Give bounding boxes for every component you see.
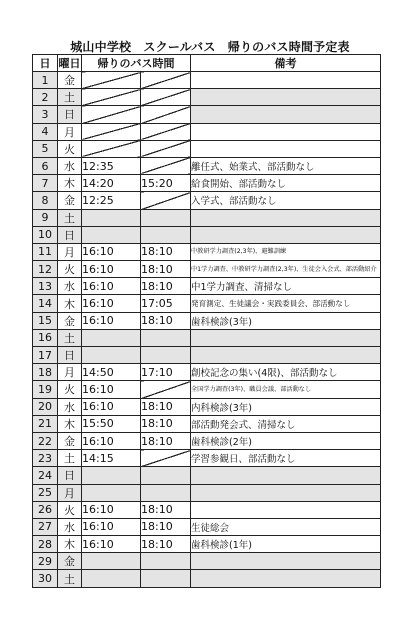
notes-cell: 給食開始、部活動なし [191,175,381,192]
table-row [33,415,381,432]
weekday-cell: 土 [58,89,82,106]
table-row [33,261,381,278]
weekday-cell: 水 [58,398,82,415]
bus-time-2-cell: 18:10 [141,518,191,535]
day-cell: 29 [33,553,58,570]
bus-time-1-cell [82,123,141,140]
bus-time-2-cell [141,209,191,226]
notes-cell [191,467,381,484]
day-cell: 21 [33,415,58,432]
table-row [33,192,381,209]
notes-cell: 学習参観日、部活動なし [191,450,381,467]
table-row [33,329,381,346]
weekday-cell: 金 [58,72,82,89]
day-cell: 28 [33,536,58,553]
notes-cell [191,123,381,140]
weekday-cell: 水 [58,518,82,535]
day-cell: 27 [33,518,58,535]
table-row [33,243,381,260]
bus-time-1-cell [82,570,141,587]
header-bus-time: 帰りのバス時間 [82,55,191,72]
bus-time-2-cell: 18:10 [141,415,191,432]
table-row [33,432,381,449]
notes-cell: 歯科検診(3年) [191,312,381,329]
notes-cell: 離任式、始業式、部活動なし [191,157,381,174]
bus-time-2-cell: 18:10 [141,432,191,449]
weekday-cell: 火 [58,501,82,518]
bus-time-2-cell: 18:10 [141,243,191,260]
weekday-cell: 月 [58,243,82,260]
day-cell: 5 [33,140,58,157]
weekday-cell: 土 [58,329,82,346]
day-cell: 13 [33,278,58,295]
bus-time-2-cell [141,467,191,484]
bus-time-2-cell: 18:10 [141,501,191,518]
table-row [33,467,381,484]
day-cell: 14 [33,295,58,312]
bus-time-2-cell [141,140,191,157]
table-row [33,398,381,415]
weekday-cell: 土 [58,209,82,226]
bus-time-1-cell [82,484,141,501]
bus-time-1-cell: 16:10 [82,501,141,518]
weekday-cell: 火 [58,140,82,157]
table-row [33,312,381,329]
table-row [33,364,381,381]
table-row [33,209,381,226]
bus-time-1-cell [82,72,141,89]
bus-schedule-table [32,54,381,588]
day-cell: 4 [33,123,58,140]
table-row [33,570,381,587]
weekday-cell: 水 [58,278,82,295]
bus-time-1-cell [82,226,141,243]
weekday-cell: 火 [58,261,82,278]
bus-time-2-cell: 18:10 [141,398,191,415]
weekday-cell: 金 [58,192,82,209]
day-cell: 26 [33,501,58,518]
day-cell: 24 [33,467,58,484]
day-cell: 11 [33,243,58,260]
bus-time-1-cell: 15:50 [82,415,141,432]
day-cell: 20 [33,398,58,415]
notes-cell: 部活動発会式、清掃なし [191,415,381,432]
day-cell: 3 [33,106,58,123]
day-cell: 7 [33,175,58,192]
bus-time-2-cell [141,157,191,174]
bus-time-2-cell [141,123,191,140]
table-row [33,106,381,123]
bus-time-1-cell [82,347,141,364]
header-day: 日 [33,55,58,72]
header-row [33,55,381,72]
table-row [33,381,381,398]
weekday-cell: 月 [58,364,82,381]
bus-time-1-cell [82,467,141,484]
table-row [33,157,381,174]
bus-time-2-cell: 17:05 [141,295,191,312]
bus-time-2-cell: 18:10 [141,261,191,278]
bus-time-1-cell [82,329,141,346]
bus-time-1-cell [82,553,141,570]
day-cell: 22 [33,432,58,449]
weekday-cell: 金 [58,553,82,570]
notes-cell [191,570,381,587]
bus-time-2-cell [141,89,191,106]
bus-time-2-cell [141,484,191,501]
bus-time-1-cell [82,89,141,106]
bus-time-1-cell [82,106,141,123]
bus-time-2-cell [141,192,191,209]
notes-cell: 発育測定、生徒議会・実践委員会、部活動なし [191,295,381,312]
bus-time-2-cell [141,553,191,570]
weekday-cell: 月 [58,484,82,501]
notes-cell: 歯科検診(2年) [191,432,381,449]
notes-cell: 中1学力調査、清掃なし [191,278,381,295]
weekday-cell: 日 [58,467,82,484]
table-row [33,518,381,535]
bus-time-1-cell: 16:10 [82,312,141,329]
table-row [33,501,381,518]
notes-cell [191,209,381,226]
bus-time-2-cell [141,450,191,467]
table-row [33,278,381,295]
day-cell: 16 [33,329,58,346]
notes-cell: 入学式、部活動なし [191,192,381,209]
header-notes: 備考 [191,55,381,72]
weekday-cell: 月 [58,123,82,140]
notes-cell [191,329,381,346]
notes-cell: 生徒総会 [191,518,381,535]
notes-cell [191,140,381,157]
bus-time-1-cell: 16:10 [82,536,141,553]
bus-time-1-cell: 14:20 [82,175,141,192]
weekday-cell: 土 [58,570,82,587]
notes-cell: 中1学力調査、中教研学力調査(2,3年)、生徒会入会式、部活動紹介 [191,261,381,278]
notes-cell [191,89,381,106]
bus-time-1-cell: 14:50 [82,364,141,381]
day-cell: 17 [33,347,58,364]
table-row [33,72,381,89]
notes-cell [191,484,381,501]
bus-time-1-cell [82,209,141,226]
notes-cell: 中教研学力調査(2,3年)、避難訓練 [191,243,381,260]
bus-time-2-cell [141,347,191,364]
weekday-cell: 木 [58,415,82,432]
notes-cell [191,553,381,570]
bus-time-1-cell: 16:10 [82,243,141,260]
bus-time-1-cell: 14:15 [82,450,141,467]
day-cell: 25 [33,484,58,501]
table-row [33,175,381,192]
schedule-body [33,72,381,588]
day-cell: 10 [33,226,58,243]
table-row [33,347,381,364]
weekday-cell: 木 [58,536,82,553]
notes-cell [191,106,381,123]
bus-time-2-cell [141,106,191,123]
weekday-cell: 水 [58,157,82,174]
day-cell: 2 [33,89,58,106]
table-row [33,450,381,467]
header-weekday: 曜日 [58,55,82,72]
day-cell: 8 [33,192,58,209]
notes-cell: 全国学力調査(3年)、職員会議、部活動なし [191,381,381,398]
day-cell: 6 [33,157,58,174]
bus-time-2-cell: 18:10 [141,312,191,329]
weekday-cell: 日 [58,106,82,123]
bus-time-1-cell: 16:10 [82,295,141,312]
day-cell: 15 [33,312,58,329]
weekday-cell: 日 [58,347,82,364]
bus-time-1-cell: 16:10 [82,398,141,415]
table-row [33,89,381,106]
bus-time-2-cell: 17:10 [141,364,191,381]
weekday-cell: 木 [58,295,82,312]
bus-time-2-cell [141,381,191,398]
bus-time-1-cell [82,140,141,157]
bus-time-1-cell: 12:35 [82,157,141,174]
weekday-cell: 木 [58,175,82,192]
notes-cell: 歯科検診(1年) [191,536,381,553]
notes-cell [191,347,381,364]
page-title: 城山中学校 スクールバス 帰りのバス時間予定表 [70,40,350,54]
bus-time-2-cell [141,570,191,587]
notes-cell [191,72,381,89]
bus-time-1-cell: 12:25 [82,192,141,209]
table-row [33,484,381,501]
table-row [33,226,381,243]
day-cell: 19 [33,381,58,398]
notes-cell: 内科検診(3年) [191,398,381,415]
table-row [33,536,381,553]
bus-time-1-cell: 16:10 [82,432,141,449]
weekday-cell: 土 [58,450,82,467]
weekday-cell: 金 [58,312,82,329]
bus-time-2-cell [141,329,191,346]
bus-time-1-cell: 16:10 [82,261,141,278]
table-row [33,553,381,570]
notes-cell: 創校記念の集い(4限)、部活動なし [191,364,381,381]
weekday-cell: 金 [58,432,82,449]
bus-time-2-cell: 15:20 [141,175,191,192]
notes-cell [191,226,381,243]
table-row [33,123,381,140]
bus-time-1-cell: 16:10 [82,381,141,398]
bus-time-2-cell [141,72,191,89]
day-cell: 18 [33,364,58,381]
bus-time-1-cell: 16:10 [82,518,141,535]
weekday-cell: 日 [58,226,82,243]
table-row [33,295,381,312]
day-cell: 9 [33,209,58,226]
day-cell: 30 [33,570,58,587]
bus-time-2-cell: 18:10 [141,278,191,295]
day-cell: 23 [33,450,58,467]
day-cell: 12 [33,261,58,278]
notes-cell [191,501,381,518]
day-cell: 1 [33,72,58,89]
bus-time-2-cell [141,226,191,243]
table-row [33,140,381,157]
weekday-cell: 火 [58,381,82,398]
bus-time-2-cell: 18:10 [141,536,191,553]
bus-time-1-cell: 16:10 [82,278,141,295]
